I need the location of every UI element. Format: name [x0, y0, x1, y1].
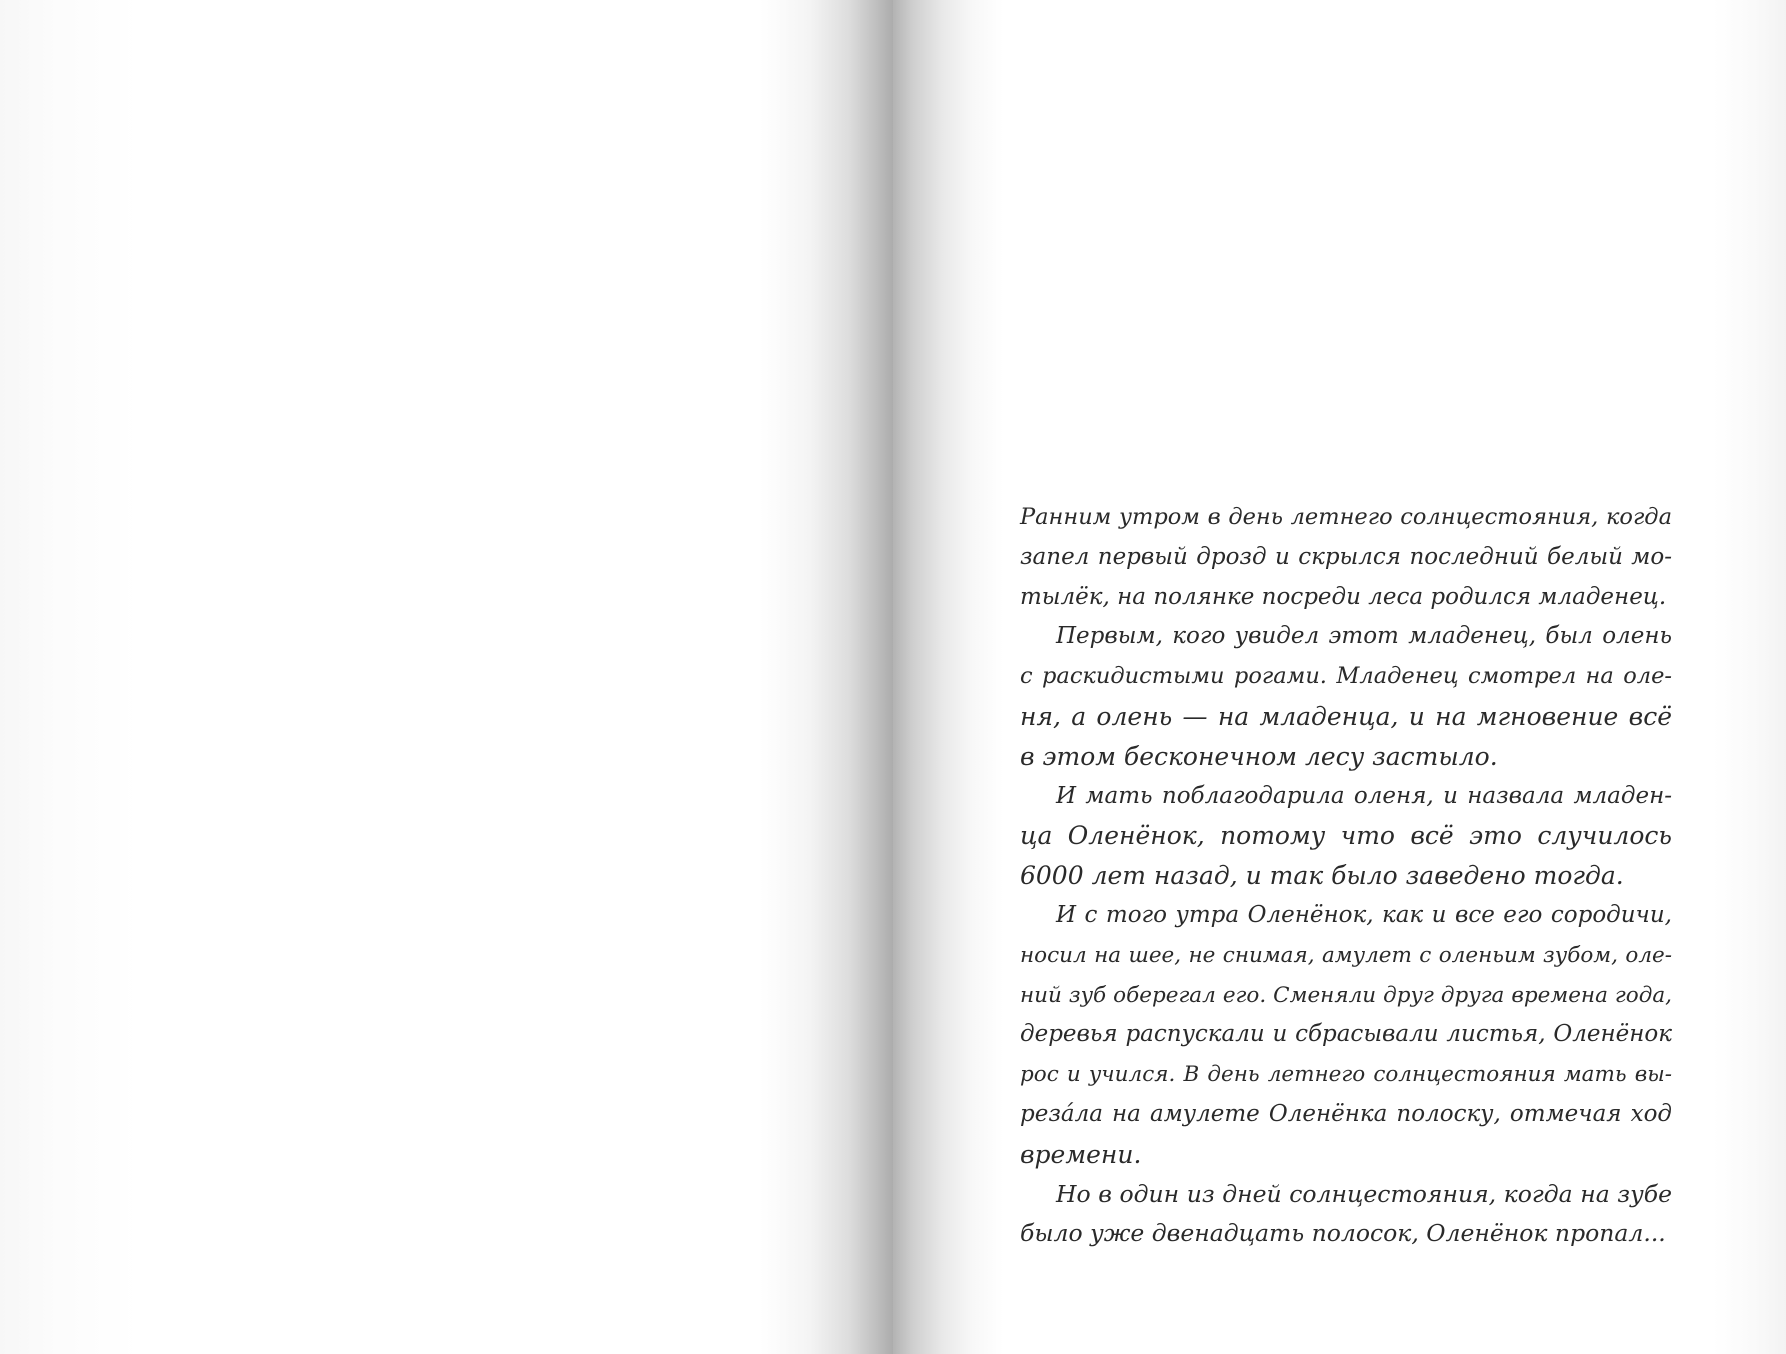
text-line: времени.	[1020, 1139, 1142, 1169]
text-line: Ранним утром в день летнего солнцестояния, когда	[1020, 504, 1672, 530]
text-line: ний зуб оберегал его. Сменяли друг друга времена года,	[1020, 982, 1672, 1008]
text-line: носил на шее, не снимая, амулет с оленьим зубом, оле-	[1020, 942, 1672, 968]
text-line: И с того утра Оленёнок, как и все его сородичи,	[1056, 901, 1672, 928]
text-line: с раскидистыми рогами. Младенец смотрел на оле-	[1020, 663, 1672, 690]
text-line: запел первый дрозд и скрылся последний белый мо-	[1020, 543, 1672, 570]
story-text	[1020, 498, 1672, 1254]
text-line: ня, а олень — на младенца, и на мгновение всё	[1020, 701, 1672, 731]
text-line: деревья распускали и сбрасывали листья, Оленёнок	[1020, 1021, 1672, 1048]
text-line: в этом бесконечном лесу застыло.	[1020, 741, 1498, 771]
text-line: Но в один из дней солнцестояния, когда на зубе	[1056, 1179, 1672, 1208]
text-line: рос и учился. В день летнего солнцестояния мать вы-	[1020, 1062, 1672, 1088]
text-line: было уже двенадцать полосок, Оленёнок пропал...	[1020, 1219, 1666, 1248]
text-line: ца Оленёнок, потому что всё это случилось	[1020, 821, 1672, 851]
text-line: Первым, кого увидел этот младенец, был олень	[1056, 623, 1672, 650]
text-line: И мать поблагодарила оленя, и назвала младен-	[1056, 782, 1672, 809]
text-line: резáла на амулете Оленёнка полоску, отмечая ход	[1020, 1100, 1672, 1127]
text-line: 6000 лет назад, и так было заведено тогда.	[1020, 861, 1624, 891]
text-line: тылёк, на полянке посреди леса родился младенец.	[1020, 583, 1667, 610]
